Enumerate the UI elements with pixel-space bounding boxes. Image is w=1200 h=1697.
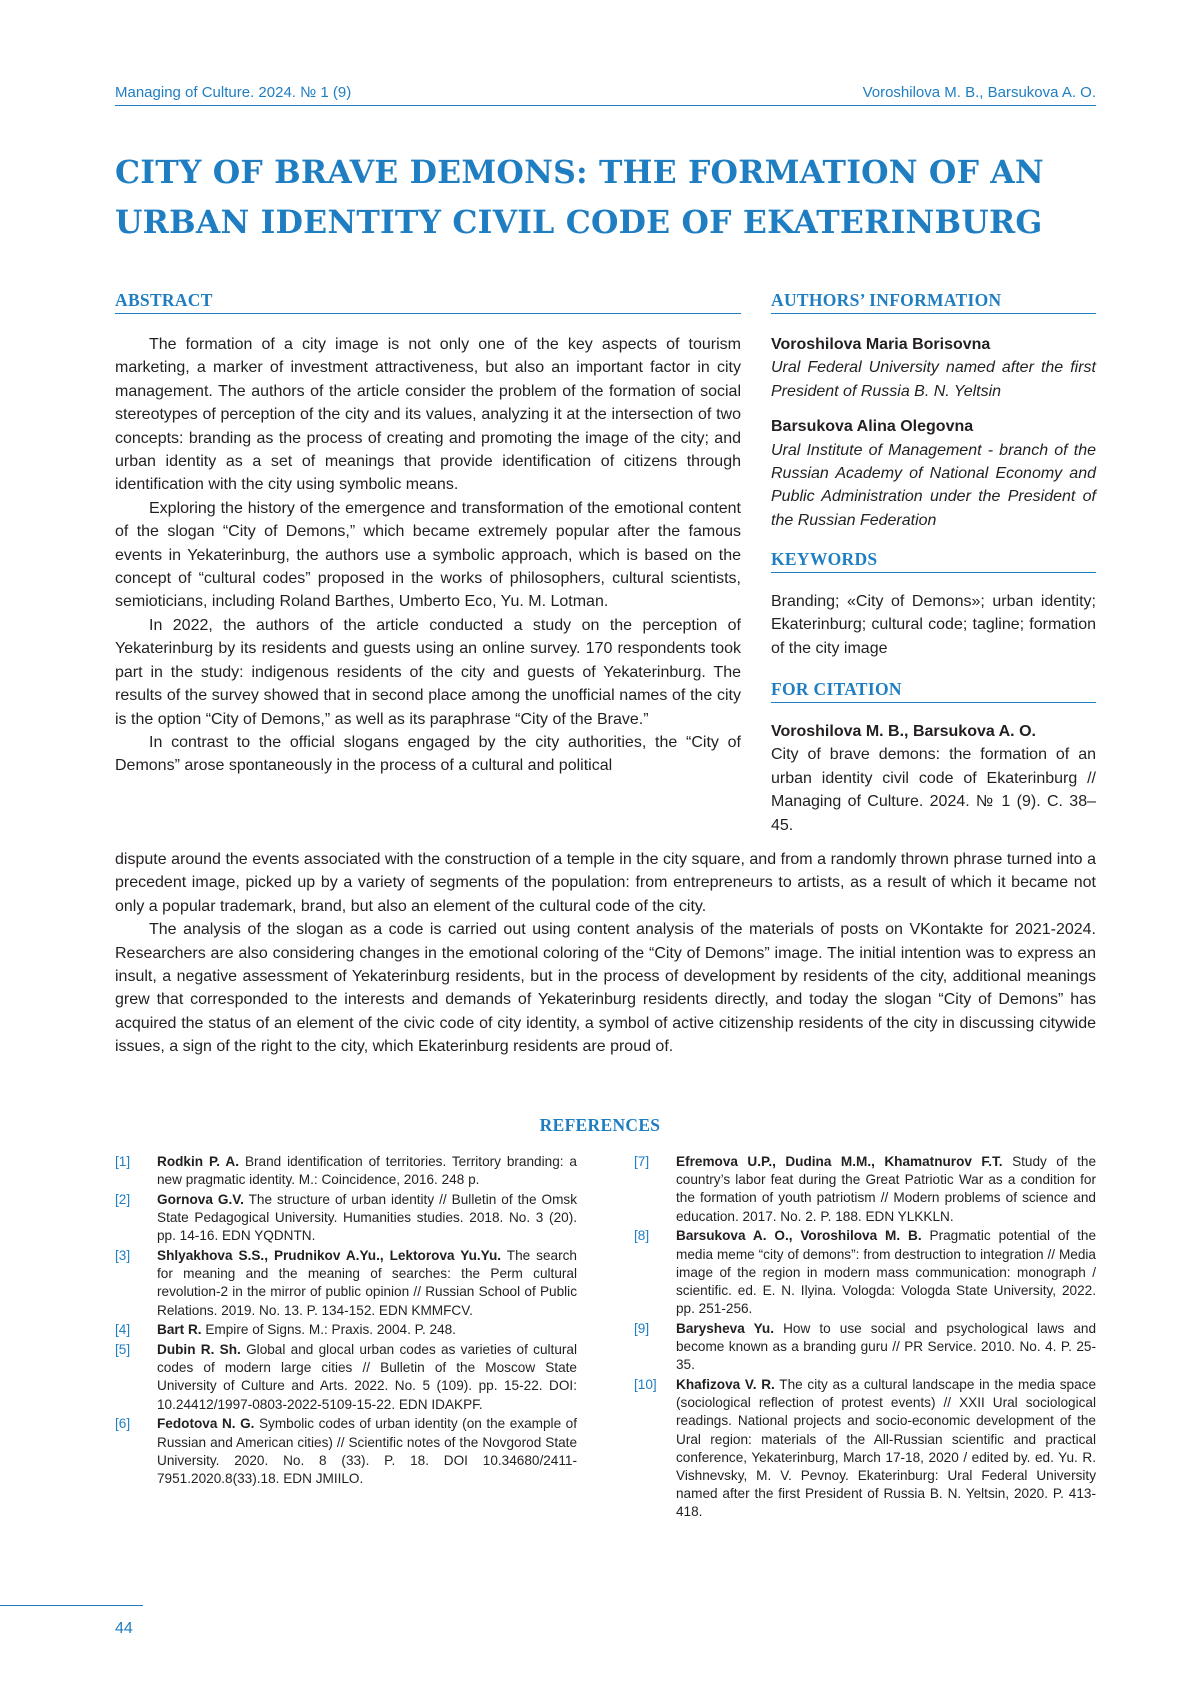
reference-item [115, 1321, 577, 1339]
reference-item [115, 1341, 577, 1414]
reference-text: Pragmatic potential of the media meme “city of demons”: from destruction to integration // Media image of the region in modern mass communication: monograph / scientific. ed. E. N. Ilyina. Vologda: Vologda State University, 2022. pp. 251-256. [676, 1228, 1096, 1317]
abstract-body-column [115, 333, 741, 778]
page-number: 44 [115, 1620, 133, 1637]
reference-author: Bart R. [157, 1322, 202, 1338]
citation-heading-rule [771, 702, 1096, 703]
reference-item [634, 1227, 1096, 1318]
reference-text: Symbolic codes of urban identity (on the example of Russian and American cities) // Scientific notes of the Novgorod State University. 2020. No. 8 (33). P. 18. DOI 10.34680/2411-7951.2020.8(33).18. EDN JMIILO. [157, 1416, 578, 1486]
author-2-affiliation: Ural Institute of Management - branch of the Russian Academy of National Economy and Public Administration under the President of the Russian Federation [771, 441, 1096, 529]
references-heading: REFERENCES [539, 1115, 661, 1135]
reference-text: Global and glocal urban codes as varieties of cultural codes of modern large cities // Bulletin of the Moscow State University of Culture and Arts. 2022. No. 5 (109). pp. 15-22. DOI: 10.24412/1997-0803-2022-5109-15-22. EDN IDAKPF. [157, 1342, 577, 1412]
abstract-paragraph: The formation of a city image is not only one of the key aspects of tourism marketing, a marker of investment attractiveness, but also an important factor in city management. The authors of the article consider the problem of the formation of social stereotypes of perception of the city and its values, analyzing it at the intersection of two concepts: branding as the process of creating and promoting the image of the city; and urban identity as a set of meanings that provide identification of citizens through identification with the city using symbolic means. [115, 336, 741, 494]
reference-author: Barysheva Yu. [676, 1320, 775, 1336]
running-header-journal: Managing of Culture. 2024. № 1 (9) [115, 84, 352, 101]
reference-author: Barsukova A. O., Voroshilova M. B. [676, 1228, 922, 1244]
article-title-line-2: URBAN IDENTITY CIVIL CODE OF EKATERINBURG [115, 204, 1043, 241]
reference-author: Gornova G.V. [157, 1191, 244, 1207]
reference-item [115, 1415, 577, 1488]
references-column-right [634, 1153, 1096, 1523]
keywords-heading-rule [771, 572, 1096, 573]
authors-info-heading-rule [771, 313, 1096, 314]
reference-author: Efremova U.P., Dudina M.M., Khamatnurov F.T. [676, 1154, 1003, 1169]
reference-number: [3] [115, 1248, 131, 1264]
article-title-line-1: CITY OF BRAVE DEMONS: THE FORMATION OF AN [115, 154, 1044, 191]
reference-author: Fedotova N. G. [157, 1416, 255, 1432]
references-column-left [115, 1153, 577, 1490]
reference-number: [10] [634, 1376, 657, 1392]
article-title [115, 148, 1075, 248]
citation-text: City of brave demons: the formation of an urban identity civil code of Ekaterinburg // Managing of Culture. 2024. № 1 (9). C. 38–45. [771, 746, 1096, 834]
reference-text: Study of the country’s labor feat during the Great Patriotic War as a condition for the formation of youth patriotism // Modern problems of science and education. 2017. No. 2. P. 188. EDN YLKKLN. [676, 1154, 1096, 1224]
abstract-paragraph: The analysis of the slogan as a code is carried out using content analysis of the materials of posts on VKontakte for 2021-2024. Researchers are also considering changes in the emotional coloring of the “City of Demons” image. The initial intention was to express an insult, a negative assessment of Yekaterinburg residents, but in the process of development by residents of the city, additional meanings grew that corresponded to the interests and demands of Yekaterinburg residents directly, and today the slogan “City of Demons” has acquired the status of an element of the civic code of city identity, a symbol of active citizenship residents of the city in discussing citywide issues, a sign of the right to the city, which Ekaterinburg residents are proud of. [115, 921, 1096, 1056]
author-1-name: Voroshilova Maria Borisovna [771, 336, 991, 353]
reference-item [634, 1376, 1096, 1522]
footer-divider [0, 1605, 143, 1606]
reference-item [634, 1153, 1096, 1226]
reference-item [634, 1320, 1096, 1375]
citation-block [771, 720, 1096, 837]
reference-number: [4] [115, 1322, 131, 1338]
abstract-heading: ABSTRACT [115, 290, 213, 310]
reference-number: [6] [115, 1416, 131, 1432]
abstract-paragraph: dispute around the events associated with the construction of a temple in the city square, and from a randomly thrown phrase turned into a precedent image, picked up by a variety of segments of the population: from entrepreneurs to artists, as a result of which it became not only a popular trademark, brand, but also an element of the cultural code of the city. [115, 851, 1096, 915]
abstract-paragraph: Exploring the history of the emergence and transformation of the emotional content of the slogan “City of Demons,” which became extremely popular after the famous events in Yekaterinburg, the authors use a symbolic approach, which is based on the concept of “cultural codes” proposed in the works of philosophers, cultural scientists, semioticians, including Roland Barthes, Umberto Eco, Yu. M. Lotman. [115, 499, 741, 611]
reference-item [115, 1247, 577, 1320]
citation-heading: FOR CITATION [771, 679, 902, 699]
reference-number: [5] [115, 1342, 131, 1358]
reference-author: Khafizova V. R. [676, 1376, 775, 1392]
reference-text: How to use social and psychological laws and become known as a branding guru // PR Service. 2010. No. 4. P. 25-35. [676, 1320, 1097, 1373]
reference-item [115, 1191, 577, 1246]
reference-author: Rodkin P. A. [157, 1154, 240, 1169]
authors-info-heading: AUTHORS’ INFORMATION [771, 290, 1002, 310]
abstract-body-full [115, 848, 1096, 1059]
running-header-authors: Voroshilova M. B., Barsukova A. O. [862, 84, 1096, 101]
citation-authors: Voroshilova M. B., Barsukova A. O. [771, 723, 1036, 740]
reference-text: The city as a cultural landscape in the media space (sociological reflection of protest events) // XXII Ural sociological readings. National projects and socio-economic development of the Ural region: materials of the All-Russian scientific and practical conference, Yekaterinburg, March 17-18, 2020 / edited by. ed. Yu. R. Vishnevsky, M. V. Pevnoy. Ekaterinburg: Ural Federal University named after the first President of Russia B. N. Yeltsin, 2020. P. 413-418. [676, 1376, 1097, 1520]
reference-author: Shlyakhova S.S., Prudnikov A.Yu., Lektorova Yu.Yu. [157, 1248, 502, 1264]
reference-text: The search for meaning and the meaning of searches: the Perm cultural revolution-2 in the mirror of public opinion // Russian School of Public Relations. 2019. No. 13. P. 134-152. EDN KMMFCV. [157, 1248, 577, 1318]
author-1-affiliation: Ural Federal University named after the first President of Russia B. N. Yeltsin [771, 359, 1096, 400]
reference-text: Empire of Signs. M.: Praxis. 2004. P. 248. [205, 1322, 456, 1338]
keywords-heading: KEYWORDS [771, 549, 878, 569]
reference-text: Brand identification of territories. Territory branding: a new pragmatic identity. M.: Coincidence, 2016. 248 p. [157, 1154, 577, 1188]
reference-number: [1] [115, 1154, 131, 1169]
reference-text: The structure of urban identity // Bulletin of the Omsk State Pedagogical University. Humanities studies. 2018. No. 3 (20). pp. 14-16. EDN YQDNTN. [157, 1191, 578, 1244]
reference-number: [8] [634, 1228, 650, 1244]
header-divider [115, 105, 1096, 106]
reference-number: [7] [634, 1154, 650, 1169]
author-2-name: Barsukova Alina Olegovna [771, 418, 974, 436]
abstract-paragraph: In contrast to the official slogans engaged by the city authorities, the “City of Demons” arose spontaneously in the process of a cultural and political [115, 733, 741, 775]
reference-item [115, 1153, 577, 1189]
abstract-paragraph: In 2022, the authors of the article conducted a study on the perception of Yekaterinburg by its residents and guests using an online survey. 170 respondents took part in the study: indigenous residents of the city and guests of Yekaterinburg. The results of the survey showed that in second place among the unofficial names of the city is the option “City of Demons,” as well as its paraphrase “City of the Brave.” [115, 616, 741, 728]
reference-author: Dubin R. Sh. [157, 1342, 241, 1358]
abstract-heading-rule [115, 313, 741, 314]
reference-number: [2] [115, 1191, 131, 1207]
reference-number: [9] [634, 1320, 650, 1336]
keywords-text: Branding; «City of Demons»; urban identity; Ekaterinburg; cultural code; tagline; formation of the city image [771, 593, 1096, 657]
authors-info-block [771, 333, 1096, 532]
